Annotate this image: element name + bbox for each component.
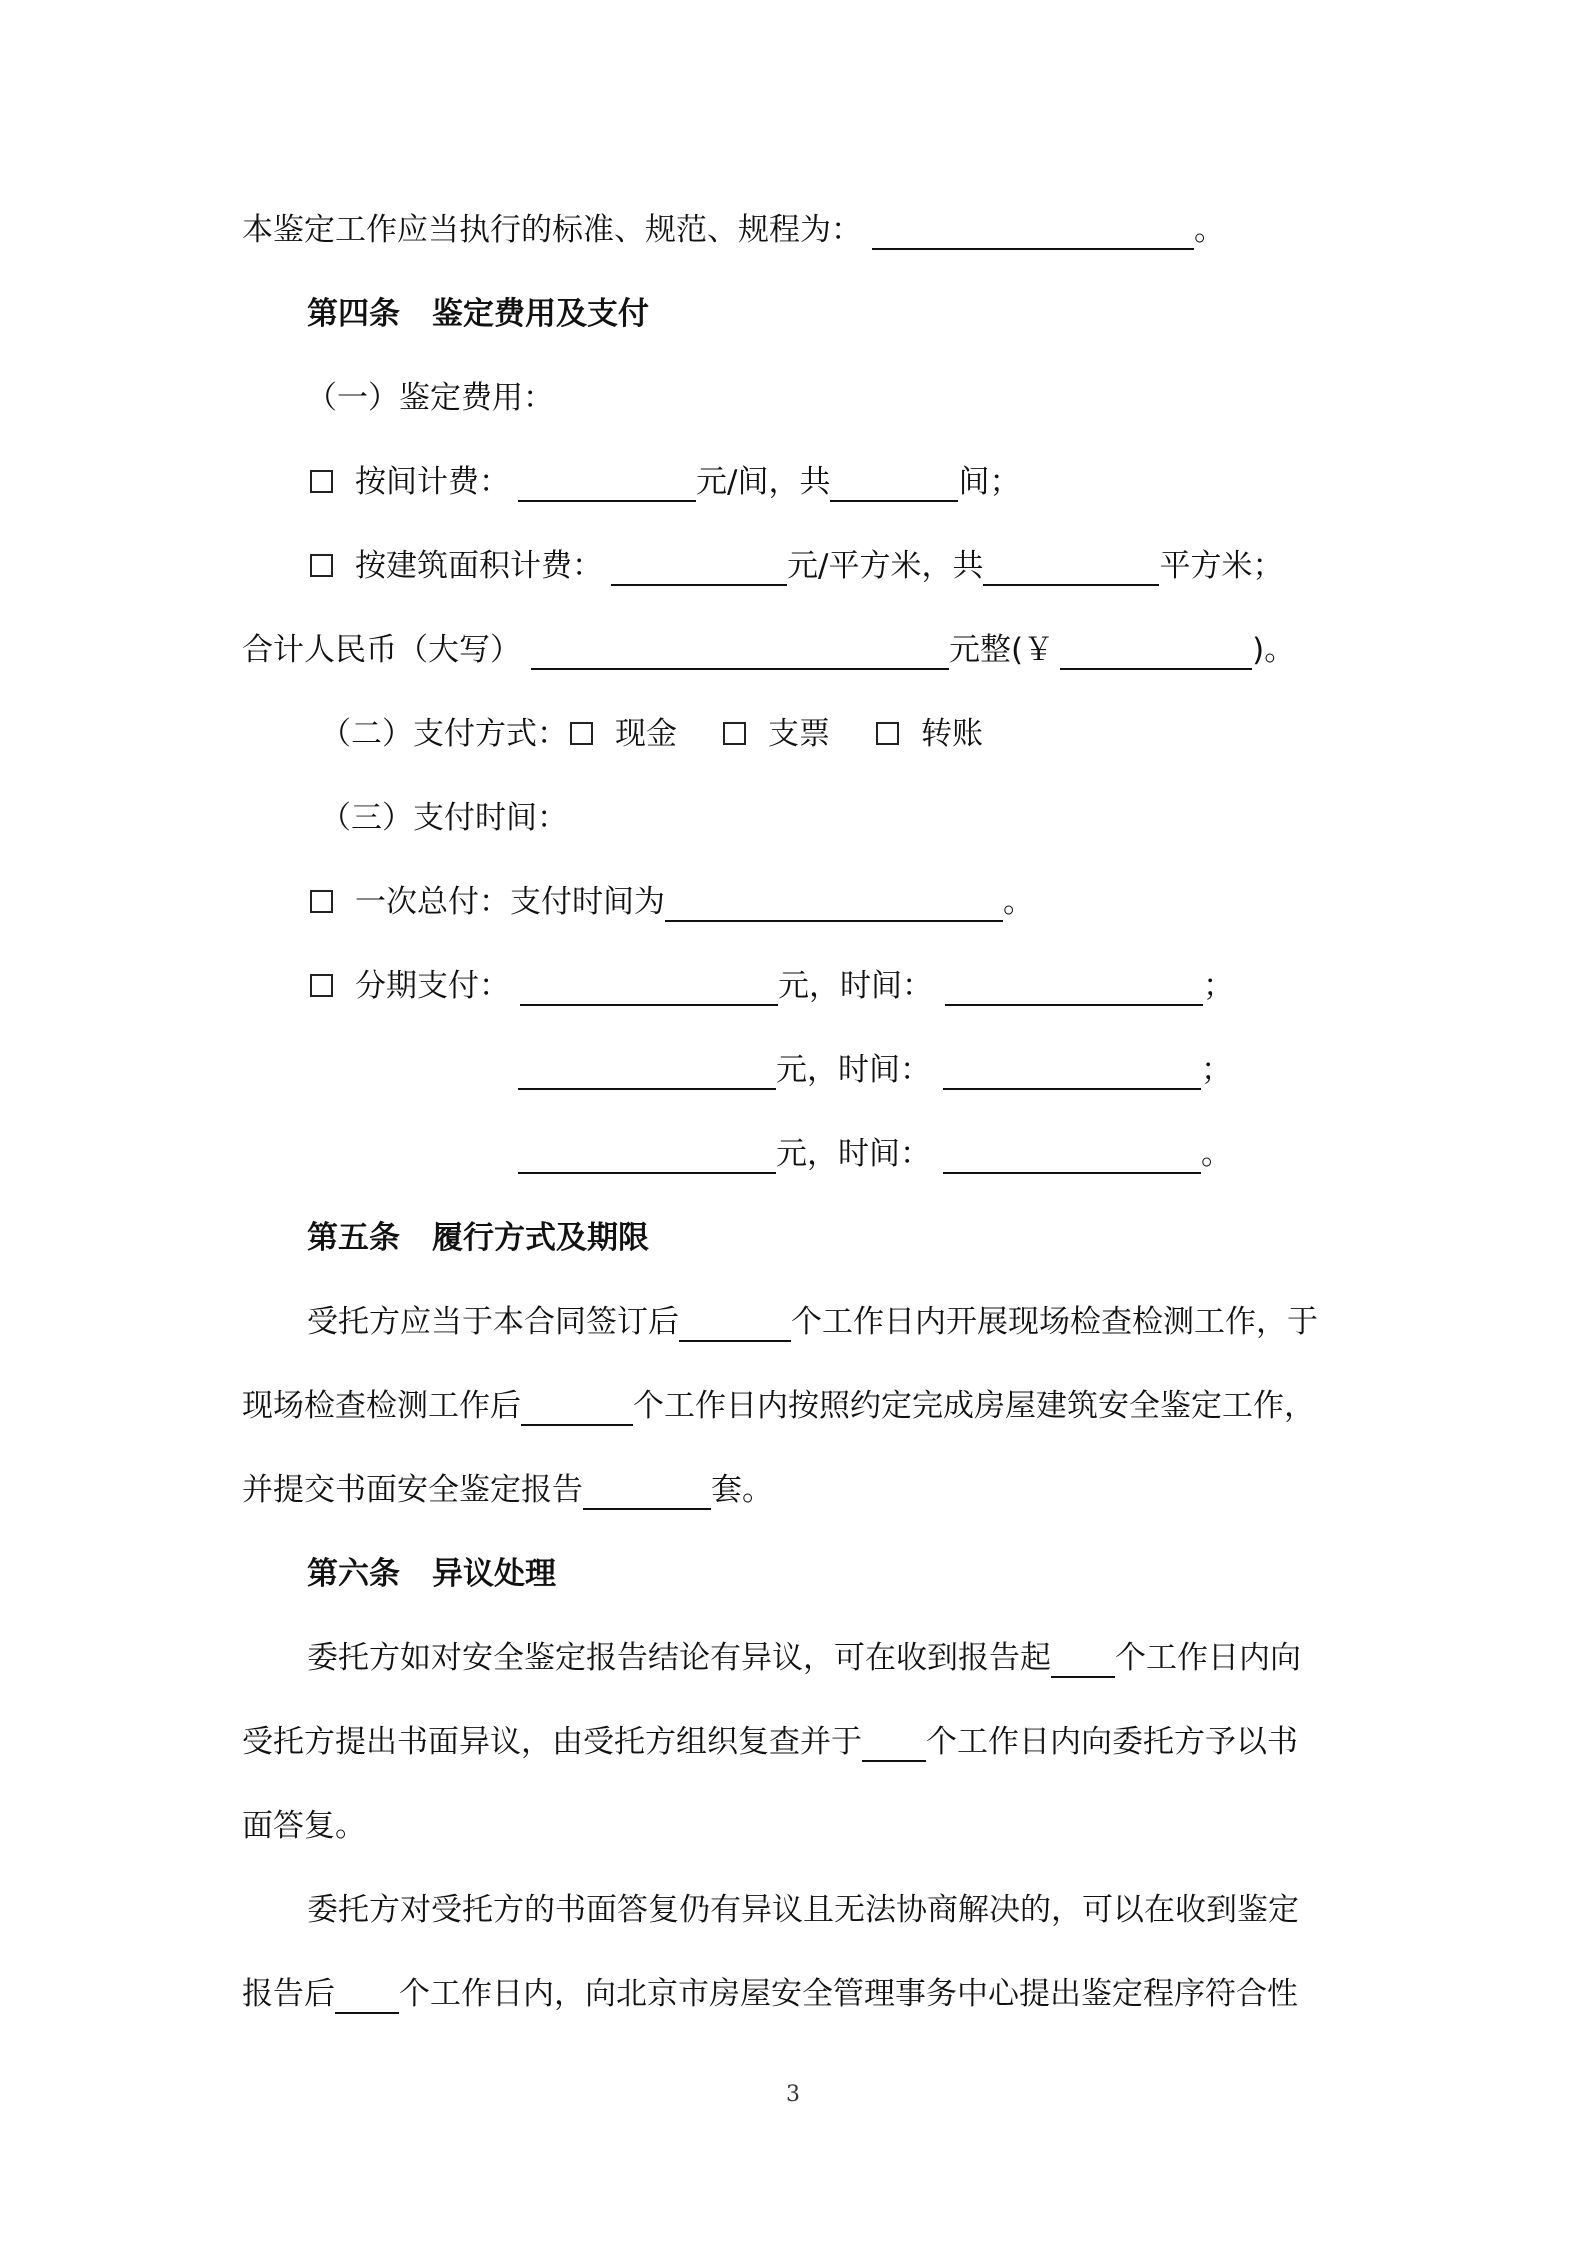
- article-6-text-2a: 受托方提出书面异议，由受托方组织复查并于: [242, 1724, 862, 1760]
- transfer-checkbox[interactable]: [876, 722, 899, 745]
- standards-label: 本鉴定工作应当执行的标准、规范、规程为：: [242, 212, 862, 248]
- article-5-text-1b: 个工作日内开展现场检查检测工作，于: [791, 1304, 1318, 1340]
- installment-yuan-3: 元，时间：: [776, 1136, 931, 1172]
- article-5-line-3: [242, 1460, 773, 1520]
- installment-time-blank-2[interactable]: [943, 1048, 1201, 1090]
- pay-time-heading: [320, 788, 568, 848]
- per-area-end: 平方米；: [1159, 548, 1284, 584]
- installment-end-1: ；: [1203, 968, 1234, 1004]
- article-6-line-3: [242, 1796, 366, 1856]
- per-room-line: [310, 452, 1020, 512]
- total-label: 合计人民币（大写）: [242, 632, 521, 668]
- page-number: 3: [786, 2082, 800, 2107]
- article-5-text-3b: 套。: [711, 1472, 773, 1508]
- total-words-blank[interactable]: [531, 628, 949, 670]
- per-room-end: 间；: [958, 464, 1021, 500]
- report-copies-blank[interactable]: [583, 1468, 711, 1510]
- lump-sum-date-blank[interactable]: [665, 880, 1003, 922]
- pay-time-heading-text: （三）支付时间：: [320, 800, 568, 836]
- transfer-label: 转账: [921, 716, 983, 752]
- installment-yuan-1: 元，时间：: [778, 968, 933, 1004]
- standards-blank[interactable]: [872, 208, 1194, 250]
- installment-end-3: 。: [1201, 1136, 1232, 1172]
- article-4-number: 第四条: [307, 296, 400, 332]
- total-end: )。: [1252, 632, 1296, 668]
- installment-amount-blank-3[interactable]: [518, 1132, 776, 1174]
- article-5-text-2a: 现场检查检测工作后: [242, 1388, 521, 1424]
- fee-heading: [306, 368, 554, 428]
- article-6-line-5: [242, 1964, 1298, 2024]
- article-4-heading: [307, 284, 649, 344]
- article-5-text-3a: 并提交书面安全鉴定报告: [242, 1472, 583, 1508]
- article-6-line-2: [242, 1712, 1298, 1772]
- article-5-number: 第五条: [307, 1220, 400, 1256]
- installment-line-2: [518, 1040, 1232, 1100]
- article-6-text-1a: 委托方如对安全鉴定报告结论有异议，可在收到报告起: [307, 1640, 1051, 1676]
- article-5-text-1a: 受托方应当于本合同签订后: [307, 1304, 679, 1340]
- installment-end-2: ；: [1201, 1052, 1232, 1088]
- article-6-text-3: 面答复。: [242, 1808, 366, 1844]
- cash-checkbox[interactable]: [570, 722, 593, 745]
- installment-line-1: [310, 956, 1234, 1016]
- total-line: [242, 620, 1295, 680]
- article-6-heading: [307, 1544, 556, 1604]
- complete-days-blank[interactable]: [521, 1384, 633, 1426]
- cash-label: 现金: [615, 716, 677, 752]
- per-area-line: [310, 536, 1283, 596]
- article-6-title: 异议处理: [432, 1556, 556, 1592]
- per-room-label: 按间计费：: [355, 464, 510, 500]
- per-area-size-blank[interactable]: [983, 544, 1159, 586]
- installment-line-3: [518, 1124, 1232, 1184]
- article-6-line-1: [307, 1628, 1301, 1688]
- article-5-line-1: [307, 1292, 1318, 1352]
- per-area-price-blank[interactable]: [611, 544, 787, 586]
- lump-sum-end: 。: [1003, 884, 1034, 920]
- per-room-unit: 元/间，共: [696, 464, 831, 500]
- cheque-label: 支票: [768, 716, 830, 752]
- article-6-text-5b: 个工作日内，向北京市房屋安全管理事务中心提出鉴定程序符合性: [399, 1976, 1298, 2012]
- installment-yuan-2: 元，时间：: [776, 1052, 931, 1088]
- installment-amount-blank-2[interactable]: [518, 1048, 776, 1090]
- article-6-number: 第六条: [307, 1556, 400, 1592]
- start-days-blank[interactable]: [679, 1300, 791, 1342]
- appeal-days-blank[interactable]: [335, 1972, 399, 2014]
- installment-checkbox[interactable]: [310, 974, 333, 997]
- article-6-line-4: [307, 1880, 1299, 1940]
- installment-label: 分期支付：: [355, 968, 510, 1004]
- per-area-unit: 元/平方米，共: [787, 548, 984, 584]
- per-room-price-blank[interactable]: [518, 460, 696, 502]
- per-room-checkbox[interactable]: [310, 470, 333, 493]
- installment-time-blank-1[interactable]: [945, 964, 1203, 1006]
- per-room-count-blank[interactable]: [830, 460, 958, 502]
- article-5-title: 履行方式及期限: [432, 1220, 649, 1256]
- fee-heading-text: （一）鉴定费用：: [306, 380, 554, 416]
- standards-end: 。: [1194, 212, 1225, 248]
- article-6-text-4: 委托方对受托方的书面答复仍有异议且无法协商解决的，可以在收到鉴定: [307, 1892, 1299, 1928]
- per-area-label: 按建筑面积计费：: [355, 548, 603, 584]
- pay-method-label: （二）支付方式：: [320, 716, 568, 752]
- standards-line: [242, 200, 1225, 260]
- article-6-text-5a: 报告后: [242, 1976, 335, 2012]
- lump-sum-checkbox[interactable]: [310, 890, 333, 913]
- total-amount-blank[interactable]: [1060, 628, 1252, 670]
- article-4-title: 鉴定费用及支付: [432, 296, 649, 332]
- article-5-text-2b: 个工作日内按照约定完成房屋建筑安全鉴定工作，: [633, 1388, 1315, 1424]
- lump-sum-line: [310, 872, 1034, 932]
- pay-method-line: [320, 704, 983, 764]
- installment-time-blank-3[interactable]: [943, 1132, 1201, 1174]
- article-5-heading: [307, 1208, 649, 1268]
- lump-sum-label: 一次总付：支付时间为: [355, 884, 665, 920]
- article-6-text-1b: 个工作日内向: [1115, 1640, 1301, 1676]
- cheque-checkbox[interactable]: [723, 722, 746, 745]
- total-mid: 元整(￥: [949, 632, 1055, 668]
- objection-days-blank[interactable]: [1051, 1636, 1115, 1678]
- per-area-checkbox[interactable]: [310, 554, 333, 577]
- article-6-text-2b: 个工作日内向委托方予以书: [926, 1724, 1298, 1760]
- installment-amount-blank-1[interactable]: [520, 964, 778, 1006]
- review-days-blank[interactable]: [862, 1720, 926, 1762]
- article-5-line-2: [242, 1376, 1315, 1436]
